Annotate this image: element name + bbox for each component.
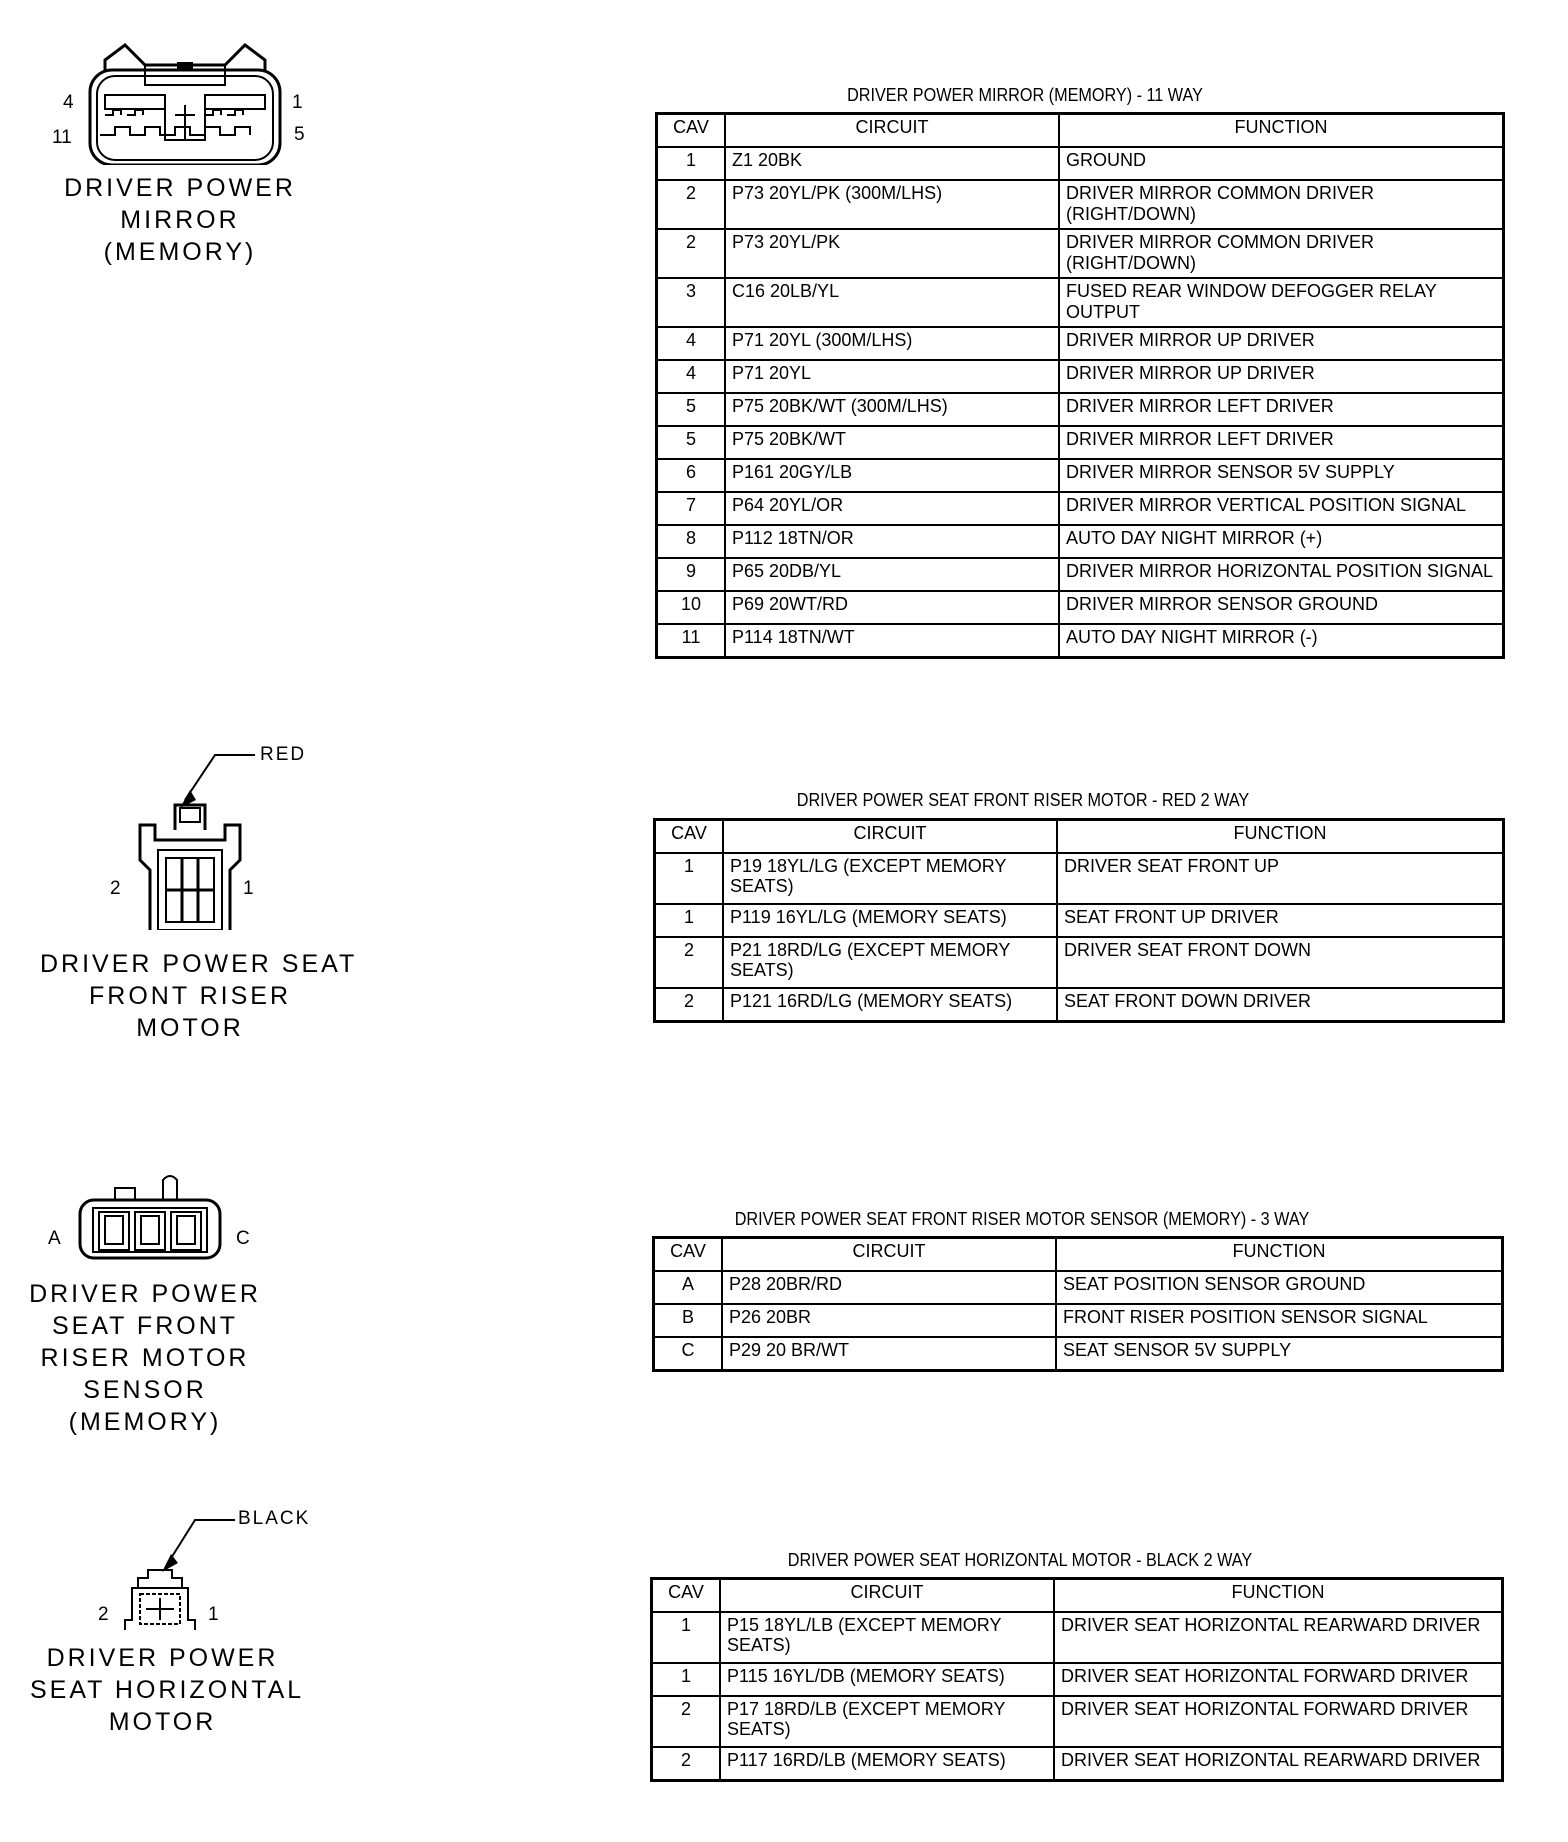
table-row [657, 525, 1504, 558]
cav-cell: 2 [652, 1747, 721, 1781]
circuit-cell: P73 20YL/PK [725, 229, 1059, 278]
table-row [657, 393, 1504, 426]
circuit-cell: P71 20YL (300M/LHS) [725, 327, 1059, 360]
function-cell: DRIVER MIRROR SENSOR GROUND [1059, 591, 1504, 624]
cav-cell: 10 [657, 591, 726, 624]
mirror-pin-5: 5 [294, 124, 305, 145]
label-line: SEAT FRONT [51, 1312, 239, 1340]
table-row [657, 558, 1504, 591]
circuit-cell: P115 16YL/DB (MEMORY SEATS) [720, 1663, 1054, 1696]
circuit-cell: P112 18TN/OR [725, 525, 1059, 558]
sensor-table-title: DRIVER POWER SEAT FRONT RISER MOTOR SENSOR (MEMORY) - 3 WAY [734, 1209, 1310, 1229]
function-cell: DRIVER SEAT HORIZONTAL REARWARD DRIVER [1054, 1612, 1503, 1663]
front-riser-sensor-connector-label [20, 1278, 270, 1438]
table-header-row [655, 820, 1504, 854]
circuit-cell: P65 20DB/YL [725, 558, 1059, 591]
function-cell: DRIVER MIRROR COMMON DRIVER (RIGHT/DOWN) [1059, 229, 1504, 278]
table-header-row [652, 1579, 1503, 1613]
label-line: DRIVER POWER [29, 1280, 261, 1308]
cav-cell: 1 [652, 1612, 721, 1663]
circuit-cell: P15 18YL/LB (EXCEPT MEMORY SEATS) [720, 1612, 1054, 1663]
circuit-header: CIRCUIT [725, 114, 1059, 148]
label-line: SEAT HORIZONTAL [30, 1676, 305, 1704]
label-line: DRIVER POWER [46, 1644, 279, 1672]
label-line: FRONT RISER [89, 982, 291, 1010]
circuit-cell: P19 18YL/LG (EXCEPT MEMORY SEATS) [723, 853, 1057, 904]
front-riser-connector-label [40, 948, 358, 1044]
mirror-pin-4: 4 [63, 92, 74, 113]
table-row [655, 988, 1504, 1022]
table-row [657, 624, 1504, 658]
circuit-cell: P73 20YL/PK (300M/LHS) [725, 180, 1059, 229]
table-row [657, 492, 1504, 525]
circuit-cell: P21 18RD/LG (EXCEPT MEMORY SEATS) [723, 937, 1057, 988]
circuit-header: CIRCUIT [722, 1238, 1056, 1272]
function-cell: FRONT RISER POSITION SENSOR SIGNAL [1056, 1304, 1503, 1337]
front-riser-sensor-connector-drawing [75, 1170, 225, 1260]
cav-cell: 2 [655, 988, 724, 1022]
table-row [652, 1612, 1503, 1663]
label-line: DRIVER POWER [64, 174, 296, 202]
cav-header: CAV [654, 1238, 723, 1272]
label-line: (MEMORY) [103, 238, 257, 266]
circuit-cell: P114 18TN/WT [725, 624, 1059, 658]
horizontal-pin-2: 2 [98, 1604, 109, 1625]
table-row [657, 459, 1504, 492]
black-callout-label: BLACK [238, 1508, 311, 1529]
circuit-header: CIRCUIT [720, 1579, 1054, 1613]
cav-cell: C [654, 1337, 723, 1371]
function-cell: DRIVER SEAT HORIZONTAL FORWARD DRIVER [1054, 1696, 1503, 1747]
cav-header: CAV [657, 114, 726, 148]
mirror-connector-drawing [85, 40, 285, 165]
function-cell: SEAT FRONT DOWN DRIVER [1057, 988, 1504, 1022]
table-row [654, 1304, 1503, 1337]
cav-cell: 2 [657, 180, 726, 229]
sensor-pin-c: C [236, 1228, 250, 1249]
circuit-cell: P71 20YL [725, 360, 1059, 393]
function-cell: SEAT FRONT UP DRIVER [1057, 904, 1504, 937]
table-header-row [654, 1238, 1503, 1272]
function-cell: AUTO DAY NIGHT MIRROR (-) [1059, 624, 1504, 658]
circuit-cell: P28 20BR/RD [722, 1271, 1056, 1304]
sensor-pin-table [652, 1236, 1504, 1372]
circuit-cell: P161 20GY/LB [725, 459, 1059, 492]
cav-cell: 8 [657, 525, 726, 558]
table-row [654, 1271, 1503, 1304]
horizontal-table-title: DRIVER POWER SEAT HORIZONTAL MOTOR - BLACK 2 WAY [787, 1550, 1253, 1570]
horizontal-motor-connector-label [30, 1642, 305, 1738]
function-cell: SEAT SENSOR 5V SUPPLY [1056, 1337, 1503, 1371]
cav-cell: 2 [657, 229, 726, 278]
mirror-connector-label [60, 172, 300, 268]
cav-cell: 5 [657, 393, 726, 426]
mirror-table-title: DRIVER POWER MIRROR (MEMORY) - 11 WAY [847, 85, 1203, 105]
cav-cell: 5 [657, 426, 726, 459]
table-row [657, 180, 1504, 229]
function-cell: DRIVER MIRROR VERTICAL POSITION SIGNAL [1059, 492, 1504, 525]
mirror-pin-11: 11 [52, 127, 72, 148]
circuit-cell: C16 20LB/YL [725, 278, 1059, 327]
cav-cell: 4 [657, 360, 726, 393]
cav-cell: 1 [652, 1663, 721, 1696]
function-cell: DRIVER MIRROR UP DRIVER [1059, 327, 1504, 360]
table-row [652, 1663, 1503, 1696]
cav-cell: B [654, 1304, 723, 1337]
table-row [657, 278, 1504, 327]
circuit-cell: P64 20YL/OR [725, 492, 1059, 525]
circuit-cell: P69 20WT/RD [725, 591, 1059, 624]
table-row [657, 426, 1504, 459]
function-cell: DRIVER SEAT HORIZONTAL REARWARD DRIVER [1054, 1747, 1503, 1781]
label-line: MOTOR [108, 1708, 217, 1736]
red-callout-arrow [180, 750, 260, 810]
circuit-cell: P117 16RD/LB (MEMORY SEATS) [720, 1747, 1054, 1781]
table-row [657, 360, 1504, 393]
label-line: RISER MOTOR [40, 1344, 250, 1372]
table-row [652, 1696, 1503, 1747]
circuit-cell: P17 18RD/LB (EXCEPT MEMORY SEATS) [720, 1696, 1054, 1747]
cav-cell: 7 [657, 492, 726, 525]
table-row [655, 937, 1504, 988]
red-callout-label: RED [260, 744, 307, 765]
cav-header: CAV [655, 820, 724, 854]
function-cell: DRIVER MIRROR LEFT DRIVER [1059, 393, 1504, 426]
table-row [657, 147, 1504, 180]
table-row [657, 591, 1504, 624]
cav-cell: 1 [655, 904, 724, 937]
function-cell: DRIVER MIRROR COMMON DRIVER (RIGHT/DOWN) [1059, 180, 1504, 229]
horizontal-pin-1: 1 [208, 1604, 219, 1625]
label-line: MIRROR [120, 206, 240, 234]
front-riser-table-title: DRIVER POWER SEAT FRONT RISER MOTOR - RED 2 WAY [796, 790, 1250, 810]
cav-cell: 3 [657, 278, 726, 327]
front-riser-pin-table [653, 818, 1505, 1023]
function-header: FUNCTION [1057, 820, 1504, 854]
front-riser-pin-2: 2 [110, 878, 121, 899]
cav-cell: 1 [655, 853, 724, 904]
function-cell: FUSED REAR WINDOW DEFOGGER RELAY OUTPUT [1059, 278, 1504, 327]
circuit-cell: P75 20BK/WT (300M/LHS) [725, 393, 1059, 426]
black-callout-arrow [160, 1515, 240, 1575]
mirror-pin-1: 1 [292, 92, 303, 113]
label-line: (MEMORY) [68, 1408, 222, 1436]
circuit-cell: P29 20 BR/WT [722, 1337, 1056, 1371]
function-cell: DRIVER SEAT FRONT UP [1057, 853, 1504, 904]
circuit-cell: P75 20BK/WT [725, 426, 1059, 459]
function-cell: AUTO DAY NIGHT MIRROR (+) [1059, 525, 1504, 558]
table-row [655, 904, 1504, 937]
label-line: SENSOR [83, 1376, 207, 1404]
horizontal-pin-table [650, 1577, 1504, 1782]
function-header: FUNCTION [1054, 1579, 1503, 1613]
cav-cell: 6 [657, 459, 726, 492]
label-line: DRIVER POWER SEAT [40, 950, 358, 978]
label-line: MOTOR [136, 1014, 244, 1042]
function-cell: DRIVER MIRROR SENSOR 5V SUPPLY [1059, 459, 1504, 492]
cav-header: CAV [652, 1579, 721, 1613]
sensor-pin-a: A [48, 1228, 61, 1249]
cav-cell: A [654, 1271, 723, 1304]
table-row [655, 853, 1504, 904]
function-cell: SEAT POSITION SENSOR GROUND [1056, 1271, 1503, 1304]
function-header: FUNCTION [1059, 114, 1504, 148]
function-cell: DRIVER SEAT HORIZONTAL FORWARD DRIVER [1054, 1663, 1503, 1696]
function-header: FUNCTION [1056, 1238, 1503, 1272]
cav-cell: 2 [652, 1696, 721, 1747]
circuit-cell: P119 16YL/LG (MEMORY SEATS) [723, 904, 1057, 937]
cav-cell: 4 [657, 327, 726, 360]
table-header-row [657, 114, 1504, 148]
circuit-cell: Z1 20BK [725, 147, 1059, 180]
circuit-cell: P121 16RD/LG (MEMORY SEATS) [723, 988, 1057, 1022]
function-cell: GROUND [1059, 147, 1504, 180]
function-cell: DRIVER MIRROR UP DRIVER [1059, 360, 1504, 393]
table-row [654, 1337, 1503, 1371]
cav-cell: 2 [655, 937, 724, 988]
function-cell: DRIVER SEAT FRONT DOWN [1057, 937, 1504, 988]
table-row [657, 229, 1504, 278]
function-cell: DRIVER MIRROR LEFT DRIVER [1059, 426, 1504, 459]
circuit-header: CIRCUIT [723, 820, 1057, 854]
cav-cell: 1 [657, 147, 726, 180]
cav-cell: 9 [657, 558, 726, 591]
table-row [652, 1747, 1503, 1781]
front-riser-pin-1: 1 [243, 878, 254, 899]
table-row [657, 327, 1504, 360]
mirror-pin-table [655, 112, 1505, 659]
function-cell: DRIVER MIRROR HORIZONTAL POSITION SIGNAL [1059, 558, 1504, 591]
cav-cell: 11 [657, 624, 726, 658]
circuit-cell: P26 20BR [722, 1304, 1056, 1337]
